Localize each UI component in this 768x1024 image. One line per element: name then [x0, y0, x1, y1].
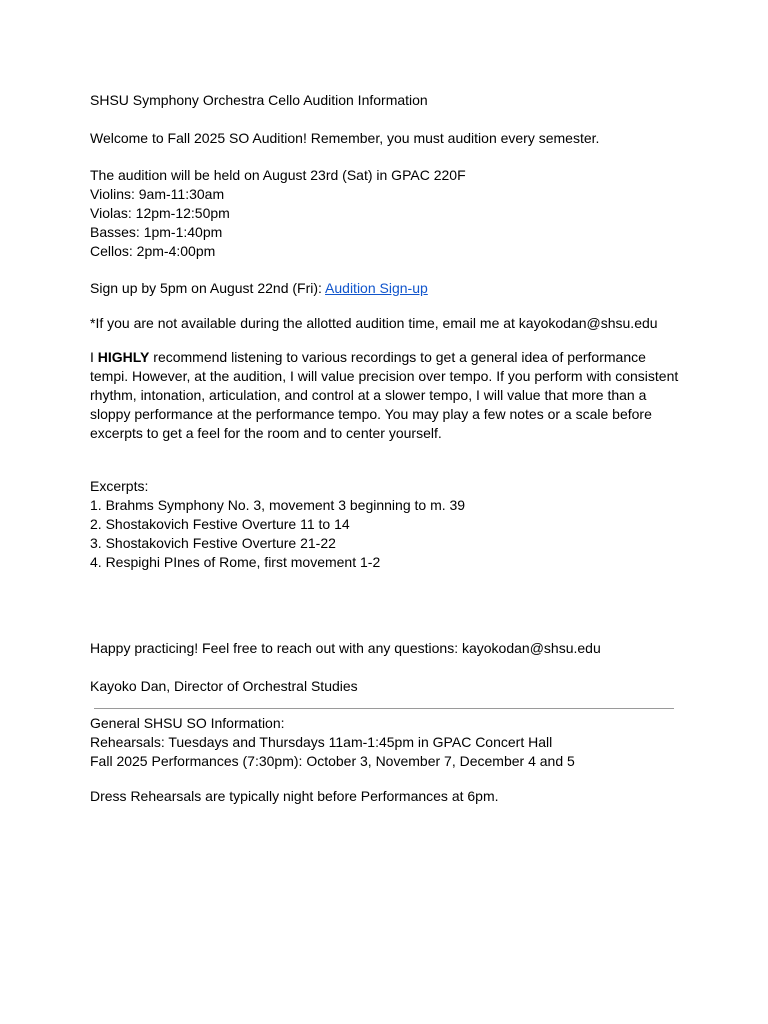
excerpt-item: 3. Shostakovich Festive Overture 21-22	[90, 535, 336, 551]
availability-note: *If you are not available during the allotted audition time, email me at kayokodan@shsu.edu	[90, 315, 658, 331]
excerpts-heading: Excerpts:	[90, 478, 149, 494]
recommendation-intro: I	[90, 349, 98, 365]
schedule-violas: Violas: 12pm-12:50pm	[90, 205, 230, 221]
recommendation-emphasis: HIGHLY	[97, 349, 150, 365]
excerpt-item: 4. Respighi PInes of Rome, first movement 1-2	[90, 554, 381, 570]
horizontal-divider	[94, 708, 674, 709]
schedule-basses: Basses: 1pm-1:40pm	[90, 224, 223, 240]
closing-text: Happy practicing! Feel free to reach out with any questions: kayokodan@shsu.edu	[90, 640, 601, 656]
dress-rehearsals-info: Dress Rehearsals are typically night before Performances at 6pm.	[90, 788, 499, 804]
audition-signup-link[interactable]: Audition Sign-up	[325, 280, 428, 296]
document-title: SHSU Symphony Orchestra Cello Audition Information	[90, 92, 428, 108]
recommendation-paragraph	[90, 348, 680, 443]
schedule-violins: Violins: 9am-11:30am	[90, 186, 225, 202]
signature: Kayoko Dan, Director of Orchestral Studies	[90, 678, 358, 694]
signup-prefix: Sign up by 5pm on August 22nd (Fri):	[90, 280, 326, 296]
general-info-heading: General SHSU SO Information:	[90, 715, 285, 731]
signup-line	[90, 279, 428, 298]
excerpt-item: 1. Brahms Symphony No. 3, movement 3 beginning to m. 39	[90, 497, 466, 513]
rehearsals-info: Rehearsals: Tuesdays and Thursdays 11am-1:45pm in GPAC Concert Hall	[90, 734, 553, 750]
schedule-cellos: Cellos: 2pm-4:00pm	[90, 243, 216, 259]
recommendation-body: recommend listening to various recordings to get a general idea of performance tempi. However, at the audition, I will value precision over tempo. If you perform with consistent rhythm, intonation, articulation, and control at a slower tempo, I will value that more than a sloppy performance at the performance tempo. You may play a few notes or a scale before excerpts to get a feel for the room and to center yourself.	[90, 349, 679, 441]
performances-info: Fall 2025 Performances (7:30pm): October 3, November 7, December 4 and 5	[90, 753, 575, 769]
welcome-text: Welcome to Fall 2025 SO Audition! Remember, you must audition every semester.	[90, 130, 600, 146]
excerpt-item: 2. Shostakovich Festive Overture 11 to 14	[90, 516, 350, 532]
audition-location-text: The audition will be held on August 23rd (Sat) in GPAC 220F	[90, 167, 466, 183]
